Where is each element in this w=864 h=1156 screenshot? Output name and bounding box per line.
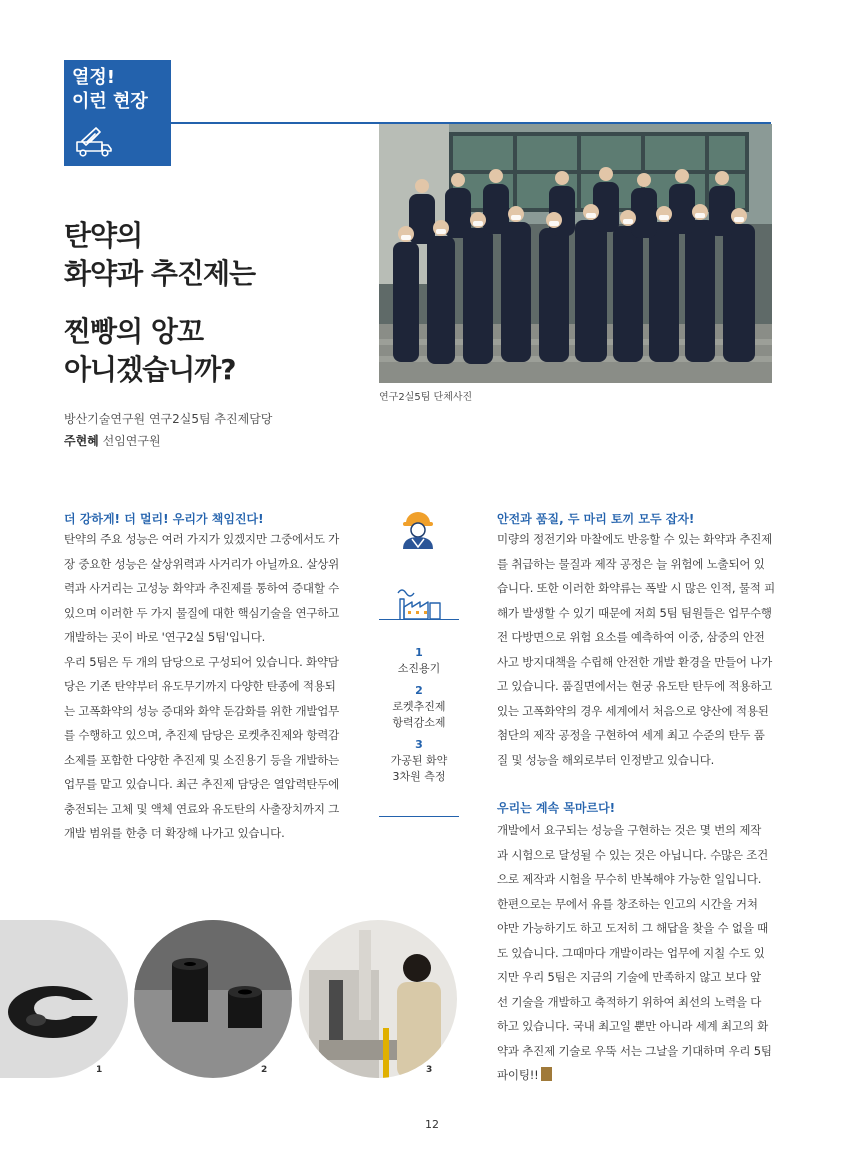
- body-line: 를 수행하고 있으며, 추진제 담당은 로켓추진제와 항력감: [64, 728, 340, 742]
- body-line: 개발 범위를 한층 더 확장해 나가고 있습니다.: [64, 826, 285, 840]
- worker-helmet-icon: [398, 506, 438, 550]
- body-line: 는 고폭화약의 성능 증대와 화약 둔감화를 위한 개발업무: [64, 703, 340, 718]
- right-body-text-2: [497, 818, 772, 1088]
- body-line: 지만 우리 5팀은 지금의 기술에 만족하지 않고 보다 앞: [497, 970, 761, 984]
- legend-label: 소진용기: [397, 662, 441, 675]
- badge-line-2: 이런 현장: [72, 91, 148, 112]
- legend-number: 2: [415, 684, 423, 697]
- body-line: 개발에서 요구되는 성능을 구현하는 것은 몇 번의 제작: [497, 823, 762, 837]
- right-body-text-1: [497, 527, 775, 772]
- body-line: 질 및 성능을 해외로부터 인정받고 있습니다.: [497, 752, 715, 767]
- body-line: 과 시험으로 달성될 수 있는 것은 아닙니다. 수많은 조건: [497, 847, 769, 862]
- photo-caption: 연구2실5팀 단체사진: [379, 392, 473, 403]
- body-line: 하고 있습니다. 국내 최고일 뿐만 아니라 세계 최고의 화: [497, 1019, 769, 1033]
- legend-number: 3: [415, 738, 423, 751]
- left-section-title: 더 강하게! 더 멀리! 우리가 책임진다!: [64, 512, 264, 526]
- middle-divider: [379, 619, 459, 620]
- legend-label: 항력감소제: [392, 716, 446, 729]
- figure-1-photo: [0, 920, 128, 1078]
- body-line: 습니다. 또한 이러한 화약류는 폭발 시 많은 인적, 물적 피: [497, 581, 776, 595]
- legend-item: [372, 737, 466, 785]
- body-line: 있으며 이러한 두 가지 물질에 대한 핵심기술을 연구하고: [64, 605, 340, 620]
- legend-item: [372, 645, 466, 677]
- body-line: 전 다방면으로 위험 요소를 예측하여 이중, 삼중의 안전: [497, 630, 765, 644]
- body-line-last: [497, 1063, 772, 1088]
- legend-number: 1: [415, 646, 423, 659]
- body-line: 으로 제작과 시험을 무수히 반복해야 가능한 일입니다.: [497, 872, 762, 886]
- section-badge: [64, 60, 171, 166]
- figure-2-photo: [134, 920, 292, 1078]
- body-line: 한편으로는 무에서 유를 창조하는 인고의 시간을 거쳐: [497, 896, 758, 911]
- legend-label: 3차원 측정: [392, 770, 446, 783]
- headline-line-4: 아니겠습니까?: [64, 353, 236, 386]
- right-section-title-1: 안전과 품질, 두 마리 토끼 모두 잡자!: [497, 512, 695, 526]
- body-line: 소제를 포함한 다양한 추진제 및 소진용기 등을 개발하는: [64, 752, 340, 767]
- legend-label: 로켓추진제: [392, 700, 446, 713]
- author-name: 주현혜: [64, 434, 99, 448]
- body-line: 사고 방지대책을 수립해 안전한 개발 환경을 만들어 나가: [497, 654, 773, 669]
- page-number: 12: [425, 1118, 439, 1131]
- body-line: 야만 가능하기도 하고 도저히 그 해답을 찾을 수 없을 때: [497, 921, 769, 935]
- headline-line-3: 찐빵의 앙꼬: [64, 315, 203, 348]
- body-line: 고 있습니다. 품질면에서는 현궁 유도탄 탄두에 적용하고: [497, 679, 773, 693]
- body-line: 선 기술을 개발하고 축적하기 위하여 최선의 노력을 다: [497, 994, 762, 1009]
- body-line: 장 중요한 성능은 살상위력과 사거리가 아닐까요. 살상위: [64, 556, 340, 571]
- author-title: 선임연구원: [102, 434, 161, 448]
- body-line: 첨단의 제작 공정을 구현하여 세계 최고 수준의 탄두 품: [497, 728, 765, 742]
- legend-label: 가공된 화약: [390, 754, 448, 767]
- figure-label-2: 2: [261, 1065, 268, 1075]
- headline-line-2: 화약과 추진제는: [64, 257, 256, 290]
- team-group-photo: [379, 124, 772, 383]
- body-line: 업무를 맡고 있습니다. 최근 추진제 담당은 열압력탄두에: [64, 777, 340, 791]
- rocket-launcher-truck-icon: [74, 124, 114, 160]
- legend-item: [372, 683, 466, 731]
- badge-line-1: 열정!: [72, 67, 115, 88]
- figure-legend: [372, 645, 466, 791]
- body-line: 미량의 정전기와 마찰에도 반응할 수 있는 화약과 추진제: [497, 532, 773, 546]
- body-line: 충전되는 고체 및 액체 연료와 유도탄의 사출장치까지 그: [64, 801, 340, 816]
- body-line: 도 있습니다. 그때마다 개발이라는 업무에 지칠 수도 있: [497, 945, 765, 960]
- body-line: 약과 추진제 기술로 우뚝 서는 그날을 기대하며 우리 5팀: [497, 1043, 772, 1058]
- author-department: 방산기술연구원 연구2실5팀 추진제담당: [64, 412, 273, 426]
- figure-label-3: 3: [426, 1065, 433, 1075]
- body-line: 를 취급하는 물질과 제작 공정은 늘 위험에 노출되어 있: [497, 556, 765, 571]
- body-line: 있는 고폭화약의 경우 세계에서 처음으로 양산에 적용된: [497, 703, 769, 718]
- left-body-text: [64, 527, 339, 846]
- headline-line-1: 탄약의: [64, 219, 143, 252]
- body-line: 당은 기존 탄약부터 유도무기까지 다양한 탄종에 적용되: [64, 679, 336, 693]
- closing-text: 파이팅!!: [497, 1068, 539, 1082]
- right-section-title-2: 우리는 계속 목마르다!: [497, 801, 616, 815]
- body-line: 탄약의 주요 성능은 여러 가지가 있겠지만 그중에서도 가: [64, 532, 340, 546]
- figure-3-photo: [299, 920, 457, 1078]
- figure-label-1: 1: [96, 1065, 103, 1075]
- author-name-line: [64, 432, 161, 449]
- body-line: 해가 발생할 수 있기 때문에 저희 5팀 팀원들은 업무수행: [497, 605, 772, 620]
- body-line: 우리 5팀은 두 개의 담당으로 구성되어 있습니다. 화약담: [64, 654, 339, 669]
- body-line: 력과 사거리는 고성능 화약과 추진제를 통하여 증대할 수: [64, 581, 340, 595]
- factory-icon: [396, 585, 444, 621]
- middle-divider: [379, 816, 459, 817]
- end-mark-icon: [541, 1067, 552, 1081]
- body-line: 개발하는 곳이 바로 '연구2실 5팀'입니다.: [64, 630, 266, 644]
